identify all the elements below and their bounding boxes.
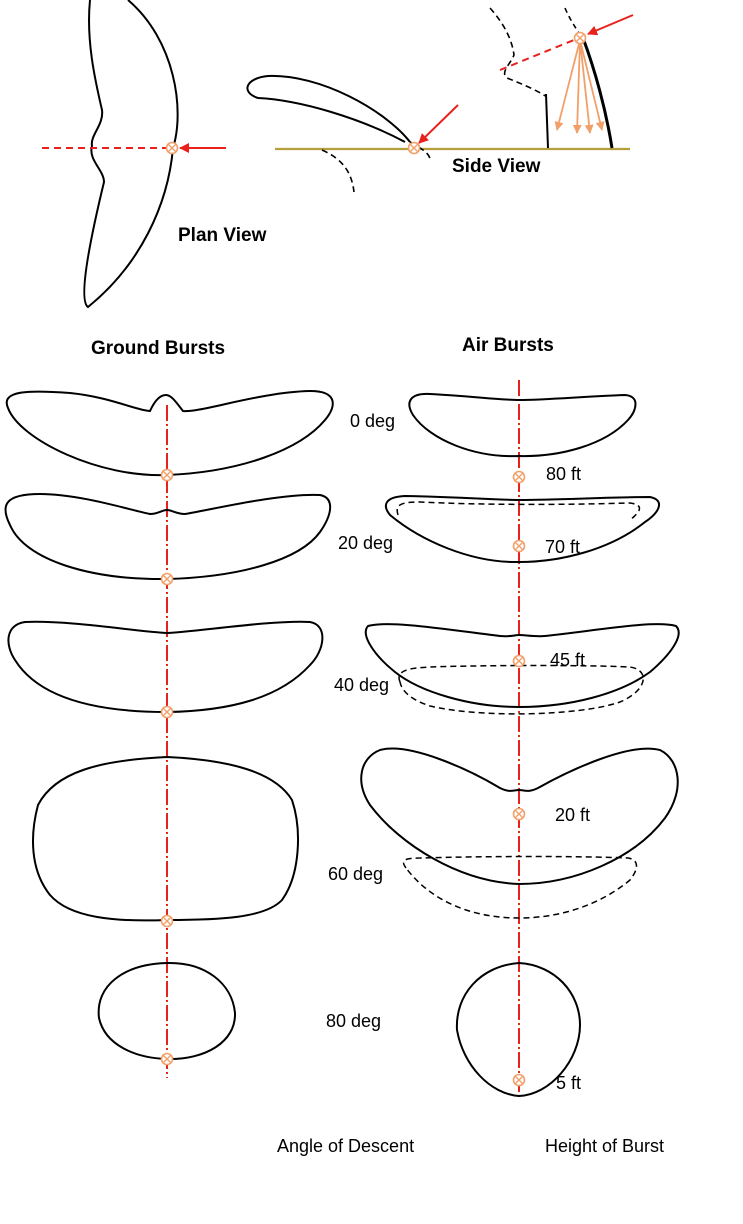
angle-label-0deg: 0 deg [350, 411, 396, 431]
air-burst-marker-70ft [514, 541, 525, 552]
height-label-70ft: 70 ft [545, 537, 581, 557]
height-of-burst-caption: Height of Burst [545, 1136, 665, 1156]
side-view-incoming-arrow [588, 15, 633, 34]
ground-burst-marker-60deg [162, 916, 173, 927]
ground-burst-pattern-40deg [8, 622, 322, 712]
angle-label-60deg: 60 deg [328, 864, 384, 884]
side-view-steep-hidden-outline [490, 8, 545, 96]
angle-label-40deg: 40 deg [334, 675, 390, 695]
ground-burst-pattern-60deg [33, 757, 298, 920]
height-label-20ft: 20 ft [555, 805, 591, 825]
plan-view [42, 0, 226, 307]
side-view-steep-burst-marker [575, 33, 586, 44]
air-bursts-heading: Air Bursts [462, 335, 554, 356]
plan-view-burst-marker [167, 143, 178, 154]
air-burst-pattern-70ft [386, 496, 659, 562]
height-label-45ft: 45 ft [550, 650, 586, 670]
fragment-spray-arrows [557, 40, 602, 133]
air-burst-marker-20ft [514, 809, 525, 820]
ground-bursts-column [5, 391, 332, 1078]
plan-view-pattern-outline [84, 0, 177, 307]
ground-burst-marker-20deg [162, 574, 173, 585]
air-bursts-column [361, 380, 678, 1098]
angle-of-descent-caption: Angle of Descent [277, 1136, 415, 1156]
side-view [247, 8, 633, 192]
air-burst-marker-5ft [514, 1075, 525, 1086]
height-label-5ft: 5 ft [556, 1073, 582, 1093]
ground-burst-pattern-0deg [7, 391, 333, 475]
ground-burst-marker-40deg [162, 707, 173, 718]
side-view-steep-outline-left [546, 94, 548, 148]
side-view-low-angle-burst-marker [409, 143, 420, 154]
angle-label-20deg: 20 deg [338, 533, 394, 553]
height-label-80ft: 80 ft [546, 464, 582, 484]
air-burst-pattern-80ft [409, 394, 635, 456]
side-view-steep-outline-top [565, 8, 580, 35]
angle-label-80deg: 80 deg [326, 1011, 382, 1031]
air-burst-marker-45ft [514, 656, 525, 667]
side-view-low-angle-outline [247, 76, 410, 142]
ground-bursts-heading: Ground Bursts [91, 338, 226, 359]
side-view-label: Side View [452, 156, 541, 177]
side-view-steep-outline-right [583, 38, 612, 148]
ground-burst-marker-0deg [162, 470, 173, 481]
air-burst-marker-80ft [514, 472, 525, 483]
side-view-low-angle-arrow [419, 105, 458, 143]
plan-view-label: Plan View [178, 225, 267, 246]
ground-burst-marker-80deg [162, 1054, 173, 1065]
